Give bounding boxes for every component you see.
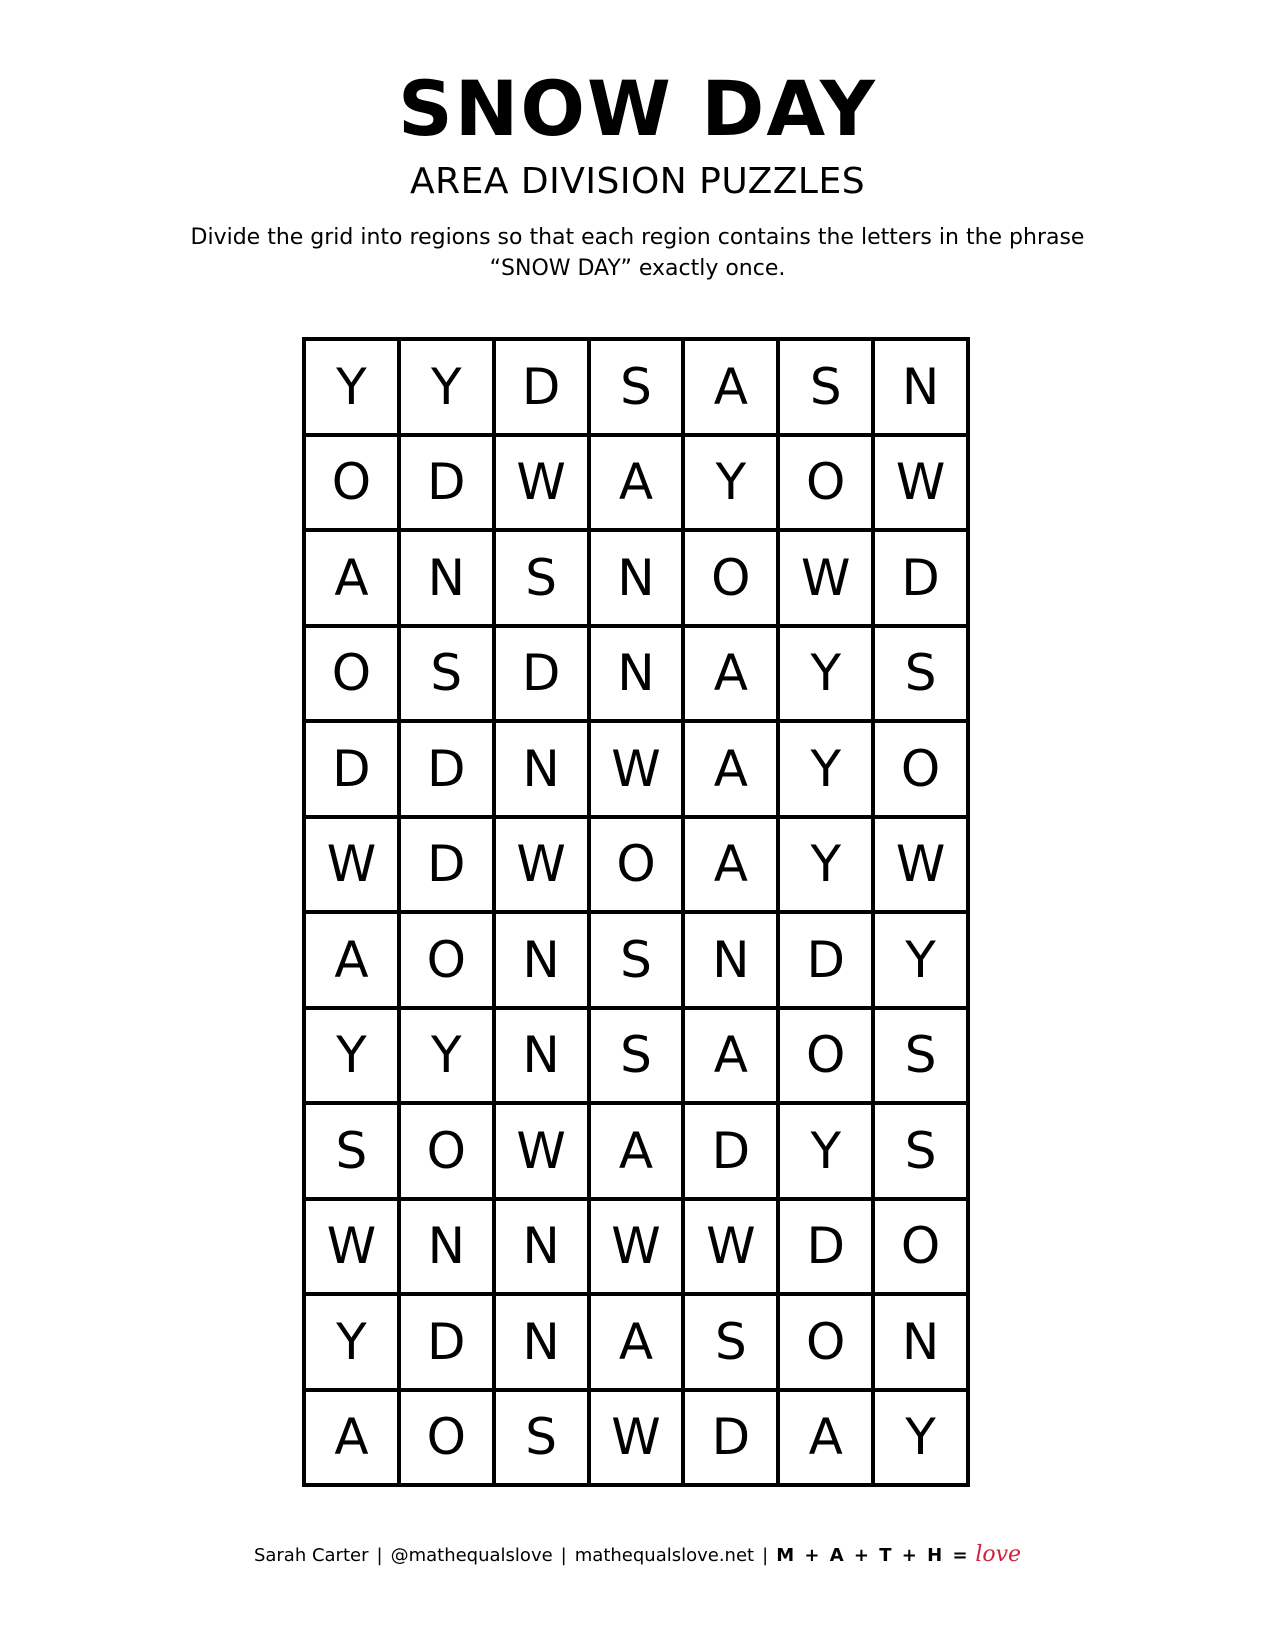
grid-cell: D [780, 914, 871, 1006]
grid-cell: N [591, 532, 682, 624]
grid-cell: A [306, 532, 397, 624]
footer-separator: | [560, 1545, 567, 1566]
footer-handle: @mathequalslove [390, 1545, 553, 1566]
grid-cell: N [875, 1296, 966, 1388]
grid-cell: N [496, 1296, 587, 1388]
grid-cell: O [591, 819, 682, 911]
grid-cell: W [306, 819, 397, 911]
grid-cell: A [591, 1296, 682, 1388]
footer-love-logo: love [975, 1542, 1022, 1567]
page-title: SNOW DAY [398, 64, 877, 153]
grid-cell: A [780, 1392, 871, 1484]
grid-cell: S [591, 341, 682, 433]
grid-cell: O [401, 1105, 492, 1197]
grid-cell: A [685, 1010, 776, 1102]
grid-cell: S [875, 1010, 966, 1102]
grid-cell: S [591, 914, 682, 1006]
grid-cell: W [875, 819, 966, 911]
grid-cell: W [591, 1201, 682, 1293]
grid-cell: O [685, 532, 776, 624]
grid-cell: N [496, 723, 587, 815]
grid-cell: N [401, 1201, 492, 1293]
grid-cell: A [591, 1105, 682, 1197]
grid-cell: W [685, 1201, 776, 1293]
grid-cell: D [401, 819, 492, 911]
grid-cell: Y [685, 437, 776, 529]
grid-cell: Y [875, 914, 966, 1006]
grid-cell: Y [780, 1105, 871, 1197]
grid-cell: A [306, 1392, 397, 1484]
grid-cell: W [496, 437, 587, 529]
grid-cell: S [401, 628, 492, 720]
footer [0, 1540, 1275, 1571]
footer-brand: M + A + T + H = [776, 1545, 970, 1566]
grid-cell: Y [306, 341, 397, 433]
grid-cell: D [685, 1392, 776, 1484]
grid-cell: S [591, 1010, 682, 1102]
grid-cell: Y [780, 819, 871, 911]
grid-cell: N [496, 1201, 587, 1293]
grid-cell: N [401, 532, 492, 624]
grid-cell: D [401, 437, 492, 529]
grid-cell: N [496, 1010, 587, 1102]
footer-separator: | [376, 1545, 383, 1566]
grid-cell: W [306, 1201, 397, 1293]
grid-cell: D [685, 1105, 776, 1197]
grid-cell: Y [780, 723, 871, 815]
grid-cell: A [591, 437, 682, 529]
grid-cell: Y [306, 1010, 397, 1102]
grid-cell: S [780, 341, 871, 433]
grid-cell: O [401, 1392, 492, 1484]
grid-cell: D [401, 723, 492, 815]
grid-cell: S [306, 1105, 397, 1197]
grid-cell: O [780, 1296, 871, 1388]
grid-cell: Y [875, 1392, 966, 1484]
instructions-text: Divide the grid into regions so that each region contains the letters in the phrase “SNOW DAY” exactly once. [190, 225, 1085, 281]
grid-cell: O [306, 437, 397, 529]
grid-cell: Y [306, 1296, 397, 1388]
footer-separator: | [762, 1545, 769, 1566]
grid-cell: D [780, 1201, 871, 1293]
grid-cell: S [496, 532, 587, 624]
grid-cell: D [496, 628, 587, 720]
grid-cell: N [875, 341, 966, 433]
grid-cell: W [591, 723, 682, 815]
grid-cell: A [685, 341, 776, 433]
footer-author: Sarah Carter [253, 1545, 369, 1566]
footer-website: mathequalslove.net [574, 1545, 755, 1566]
puzzle-grid [302, 337, 970, 1487]
grid-cell: D [496, 341, 587, 433]
grid-cell: O [401, 914, 492, 1006]
grid-cell: A [685, 819, 776, 911]
grid-cell: O [780, 1010, 871, 1102]
grid-cell: W [496, 1105, 587, 1197]
grid-cell: A [306, 914, 397, 1006]
grid-cell: D [306, 723, 397, 815]
grid-cell: W [875, 437, 966, 529]
grid-cell: W [591, 1392, 682, 1484]
grid-cell: Y [401, 341, 492, 433]
grid-cell: S [875, 1105, 966, 1197]
grid-cell: O [875, 723, 966, 815]
grid-cell: O [780, 437, 871, 529]
grid-cell: W [496, 819, 587, 911]
grid-cell: W [780, 532, 871, 624]
grid-cell: S [685, 1296, 776, 1388]
grid-cell: S [875, 628, 966, 720]
grid-cell: Y [401, 1010, 492, 1102]
grid-cell: D [401, 1296, 492, 1388]
grid-cell: O [875, 1201, 966, 1293]
grid-cell: N [591, 628, 682, 720]
grid-cell: Y [780, 628, 871, 720]
grid-cell: S [496, 1392, 587, 1484]
grid-cell: A [685, 723, 776, 815]
grid-cell: D [875, 532, 966, 624]
grid-cell: N [496, 914, 587, 1006]
grid-cell: N [685, 914, 776, 1006]
grid-cell: O [306, 628, 397, 720]
grid-cell: A [685, 628, 776, 720]
page-subtitle: AREA DIVISION PUZZLES [409, 161, 866, 202]
